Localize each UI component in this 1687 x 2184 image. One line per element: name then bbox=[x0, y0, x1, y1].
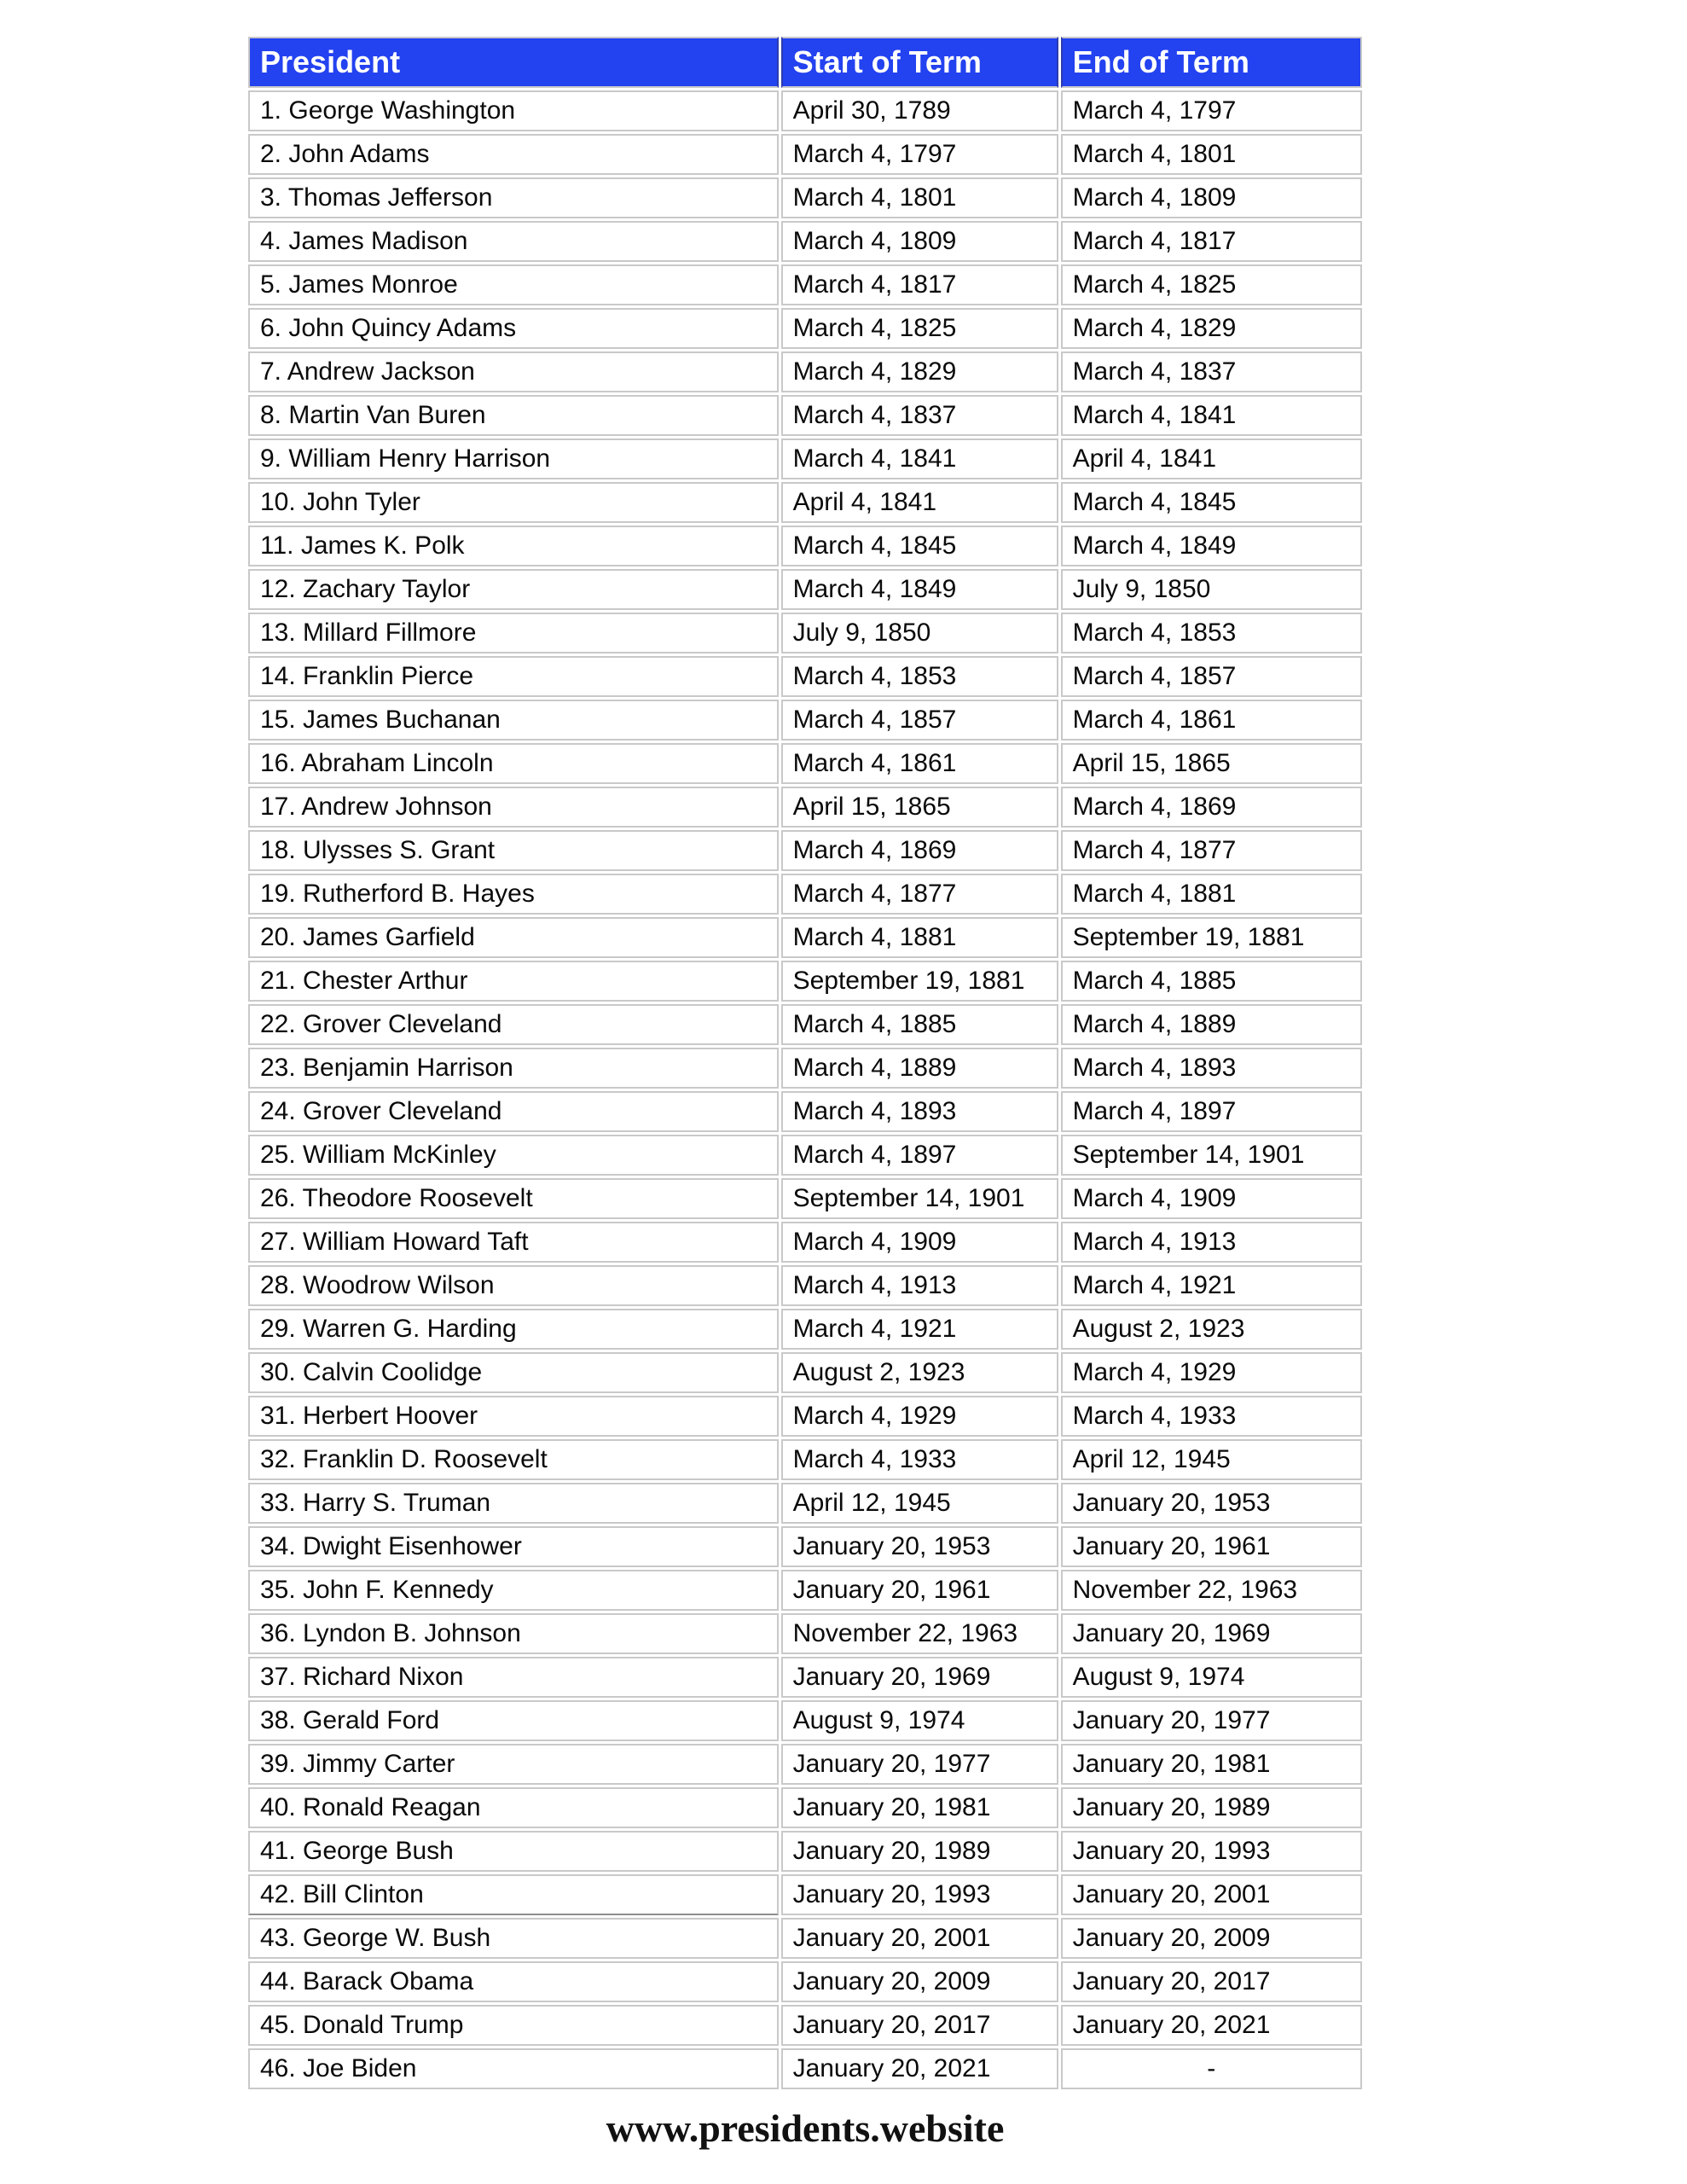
start-of-term-cell: January 20, 1961 bbox=[781, 1570, 1058, 1611]
president-cell: 43. George W. Bush bbox=[248, 1918, 779, 1959]
end-of-term-cell: March 4, 1869 bbox=[1061, 787, 1362, 828]
table-row bbox=[248, 700, 1362, 741]
start-of-term-cell: January 20, 1981 bbox=[781, 1787, 1058, 1828]
table-row bbox=[248, 1265, 1362, 1306]
start-of-term-cell: March 4, 1869 bbox=[781, 830, 1058, 871]
table-row bbox=[248, 1918, 1362, 1959]
start-of-term-cell: March 4, 1861 bbox=[781, 743, 1058, 784]
table-row bbox=[248, 1526, 1362, 1567]
end-of-term-cell: January 20, 1989 bbox=[1061, 1787, 1362, 1828]
table-row bbox=[248, 613, 1362, 653]
end-of-term-cell: November 22, 1963 bbox=[1061, 1570, 1362, 1611]
table-row bbox=[248, 1178, 1362, 1219]
president-cell: 6. John Quincy Adams bbox=[248, 308, 779, 349]
table-row bbox=[248, 439, 1362, 479]
end-of-term-cell: January 20, 2021 bbox=[1061, 2005, 1362, 2046]
start-of-term-cell: January 20, 2021 bbox=[781, 2048, 1058, 2089]
table-row bbox=[248, 2048, 1362, 2089]
president-cell: 30. Calvin Coolidge bbox=[248, 1352, 779, 1393]
table-row bbox=[248, 1657, 1362, 1698]
end-of-term-cell: March 4, 1921 bbox=[1061, 1265, 1362, 1306]
president-cell: 20. James Garfield bbox=[248, 917, 779, 958]
table-row bbox=[248, 90, 1362, 131]
table-row bbox=[248, 961, 1362, 1002]
start-of-term-cell: March 4, 1881 bbox=[781, 917, 1058, 958]
president-cell: 1. George Washington bbox=[248, 90, 779, 131]
table-row bbox=[248, 1961, 1362, 2002]
president-cell: 3. Thomas Jefferson bbox=[248, 177, 779, 218]
end-of-term-cell: April 15, 1865 bbox=[1061, 743, 1362, 784]
president-cell: 45. Donald Trump bbox=[248, 2005, 779, 2046]
president-cell: 35. John F. Kennedy bbox=[248, 1570, 779, 1611]
table-row bbox=[248, 1048, 1362, 1089]
table-row bbox=[248, 1135, 1362, 1176]
table-row bbox=[248, 134, 1362, 175]
start-of-term-cell: April 15, 1865 bbox=[781, 787, 1058, 828]
end-of-term-cell: April 12, 1945 bbox=[1061, 1439, 1362, 1480]
end-of-term-cell: March 4, 1861 bbox=[1061, 700, 1362, 741]
end-of-term-cell: January 20, 1961 bbox=[1061, 1526, 1362, 1567]
start-of-term-cell: March 4, 1797 bbox=[781, 134, 1058, 175]
end-of-term-cell: March 4, 1817 bbox=[1061, 221, 1362, 262]
president-cell: 25. William McKinley bbox=[248, 1135, 779, 1176]
president-cell: 28. Woodrow Wilson bbox=[248, 1265, 779, 1306]
end-of-term-cell: March 4, 1801 bbox=[1061, 134, 1362, 175]
table-row bbox=[248, 1004, 1362, 1045]
column-header-president: President bbox=[248, 37, 779, 88]
table-row bbox=[248, 1091, 1362, 1132]
table-row bbox=[248, 1483, 1362, 1524]
end-of-term-cell: March 4, 1841 bbox=[1061, 395, 1362, 436]
president-cell: 8. Martin Van Buren bbox=[248, 395, 779, 436]
start-of-term-cell: August 2, 1923 bbox=[781, 1352, 1058, 1393]
start-of-term-cell: March 4, 1897 bbox=[781, 1135, 1058, 1176]
end-of-term-cell: March 4, 1853 bbox=[1061, 613, 1362, 653]
president-cell: 27. William Howard Taft bbox=[248, 1222, 779, 1263]
end-of-term-cell: March 4, 1809 bbox=[1061, 177, 1362, 218]
presidents-table-container bbox=[246, 34, 1365, 2092]
president-cell: 31. Herbert Hoover bbox=[248, 1396, 779, 1437]
end-of-term-cell: March 4, 1877 bbox=[1061, 830, 1362, 871]
start-of-term-cell: March 4, 1841 bbox=[781, 439, 1058, 479]
end-of-term-cell: March 4, 1845 bbox=[1061, 482, 1362, 523]
start-of-term-cell: March 4, 1933 bbox=[781, 1439, 1058, 1480]
president-cell: 22. Grover Cleveland bbox=[248, 1004, 779, 1045]
site-url-text: www.presidents.website bbox=[606, 2106, 1005, 2150]
table-row bbox=[248, 743, 1362, 784]
president-cell: 44. Barack Obama bbox=[248, 1961, 779, 2002]
table-row bbox=[248, 569, 1362, 610]
start-of-term-cell: March 4, 1849 bbox=[781, 569, 1058, 610]
president-cell: 26. Theodore Roosevelt bbox=[248, 1178, 779, 1219]
president-cell: 12. Zachary Taylor bbox=[248, 569, 779, 610]
table-row bbox=[248, 1874, 1362, 1915]
end-of-term-cell: March 4, 1857 bbox=[1061, 656, 1362, 697]
table-row bbox=[248, 1831, 1362, 1872]
presidents-table bbox=[246, 34, 1365, 2092]
column-header-end-of-term: End of Term bbox=[1061, 37, 1362, 88]
start-of-term-cell: March 4, 1801 bbox=[781, 177, 1058, 218]
start-of-term-cell: January 20, 1953 bbox=[781, 1526, 1058, 1567]
president-cell: 16. Abraham Lincoln bbox=[248, 743, 779, 784]
table-row bbox=[248, 177, 1362, 218]
table-row bbox=[248, 395, 1362, 436]
president-cell: 11. James K. Polk bbox=[248, 526, 779, 566]
start-of-term-cell: March 4, 1909 bbox=[781, 1222, 1058, 1263]
president-cell: 10. John Tyler bbox=[248, 482, 779, 523]
end-of-term-cell: March 4, 1909 bbox=[1061, 1178, 1362, 1219]
president-cell: 13. Millard Fillmore bbox=[248, 613, 779, 653]
table-row bbox=[248, 482, 1362, 523]
end-of-term-cell: September 19, 1881 bbox=[1061, 917, 1362, 958]
end-of-term-cell: March 4, 1929 bbox=[1061, 1352, 1362, 1393]
president-cell: 29. Warren G. Harding bbox=[248, 1309, 779, 1350]
end-of-term-cell: March 4, 1913 bbox=[1061, 1222, 1362, 1263]
president-cell: 46. Joe Biden bbox=[248, 2048, 779, 2089]
president-cell: 41. George Bush bbox=[248, 1831, 779, 1872]
president-cell: 37. Richard Nixon bbox=[248, 1657, 779, 1698]
table-row bbox=[248, 1439, 1362, 1480]
start-of-term-cell: March 4, 1817 bbox=[781, 264, 1058, 305]
end-of-term-cell: January 20, 2001 bbox=[1061, 1874, 1362, 1915]
end-of-term-cell: July 9, 1850 bbox=[1061, 569, 1362, 610]
start-of-term-cell: March 4, 1825 bbox=[781, 308, 1058, 349]
table-row bbox=[248, 1700, 1362, 1741]
end-of-term-cell: March 4, 1897 bbox=[1061, 1091, 1362, 1132]
president-cell: 4. James Madison bbox=[248, 221, 779, 262]
president-cell: 40. Ronald Reagan bbox=[248, 1787, 779, 1828]
start-of-term-cell: March 4, 1889 bbox=[781, 1048, 1058, 1089]
start-of-term-cell: March 4, 1893 bbox=[781, 1091, 1058, 1132]
start-of-term-cell: March 4, 1913 bbox=[781, 1265, 1058, 1306]
table-row bbox=[248, 1570, 1362, 1611]
table-row bbox=[248, 1352, 1362, 1393]
president-cell: 2. John Adams bbox=[248, 134, 779, 175]
table-row bbox=[248, 1613, 1362, 1654]
start-of-term-cell: January 20, 1977 bbox=[781, 1744, 1058, 1785]
end-of-term-cell: August 2, 1923 bbox=[1061, 1309, 1362, 1350]
start-of-term-cell: March 4, 1857 bbox=[781, 700, 1058, 741]
start-of-term-cell: July 9, 1850 bbox=[781, 613, 1058, 653]
table-row bbox=[248, 1222, 1362, 1263]
start-of-term-cell: March 4, 1809 bbox=[781, 221, 1058, 262]
start-of-term-cell: September 19, 1881 bbox=[781, 961, 1058, 1002]
end-of-term-cell: March 4, 1825 bbox=[1061, 264, 1362, 305]
start-of-term-cell: March 4, 1885 bbox=[781, 1004, 1058, 1045]
end-of-term-cell: September 14, 1901 bbox=[1061, 1135, 1362, 1176]
start-of-term-cell: January 20, 2009 bbox=[781, 1961, 1058, 2002]
end-of-term-cell: April 4, 1841 bbox=[1061, 439, 1362, 479]
president-cell: 18. Ulysses S. Grant bbox=[248, 830, 779, 871]
table-row bbox=[248, 874, 1362, 915]
end-of-term-cell: January 20, 1953 bbox=[1061, 1483, 1362, 1524]
president-cell: 39. Jimmy Carter bbox=[248, 1744, 779, 1785]
start-of-term-cell: November 22, 1963 bbox=[781, 1613, 1058, 1654]
start-of-term-cell: March 4, 1853 bbox=[781, 656, 1058, 697]
end-of-term-cell: March 4, 1933 bbox=[1061, 1396, 1362, 1437]
president-cell: 5. James Monroe bbox=[248, 264, 779, 305]
table-row bbox=[248, 917, 1362, 958]
end-of-term-cell: March 4, 1893 bbox=[1061, 1048, 1362, 1089]
table-row bbox=[248, 1787, 1362, 1828]
table-header bbox=[248, 37, 1362, 88]
end-of-term-cell: - bbox=[1061, 2048, 1362, 2089]
president-cell: 15. James Buchanan bbox=[248, 700, 779, 741]
president-cell: 34. Dwight Eisenhower bbox=[248, 1526, 779, 1567]
table-row bbox=[248, 308, 1362, 349]
president-cell: 23. Benjamin Harrison bbox=[248, 1048, 779, 1089]
president-cell: 7. Andrew Jackson bbox=[248, 351, 779, 392]
end-of-term-cell: August 9, 1974 bbox=[1061, 1657, 1362, 1698]
end-of-term-cell: March 4, 1881 bbox=[1061, 874, 1362, 915]
end-of-term-cell: March 4, 1797 bbox=[1061, 90, 1362, 131]
start-of-term-cell: January 20, 2001 bbox=[781, 1918, 1058, 1959]
start-of-term-cell: March 4, 1837 bbox=[781, 395, 1058, 436]
start-of-term-cell: March 4, 1877 bbox=[781, 874, 1058, 915]
start-of-term-cell: April 30, 1789 bbox=[781, 90, 1058, 131]
president-cell: 9. William Henry Harrison bbox=[248, 439, 779, 479]
table-row bbox=[248, 656, 1362, 697]
end-of-term-cell: January 20, 2017 bbox=[1061, 1961, 1362, 2002]
president-cell: 32. Franklin D. Roosevelt bbox=[248, 1439, 779, 1480]
table-row bbox=[248, 787, 1362, 828]
end-of-term-cell: January 20, 1993 bbox=[1061, 1831, 1362, 1872]
table-row bbox=[248, 830, 1362, 871]
presidents-table-body bbox=[248, 90, 1362, 2089]
start-of-term-cell: March 4, 1921 bbox=[781, 1309, 1058, 1350]
end-of-term-cell: March 4, 1889 bbox=[1061, 1004, 1362, 1045]
table-row bbox=[248, 1396, 1362, 1437]
start-of-term-cell: September 14, 1901 bbox=[781, 1178, 1058, 1219]
table-row bbox=[248, 2005, 1362, 2046]
table-row bbox=[248, 351, 1362, 392]
start-of-term-cell: April 4, 1841 bbox=[781, 482, 1058, 523]
end-of-term-cell: January 20, 2009 bbox=[1061, 1918, 1362, 1959]
president-cell: 19. Rutherford B. Hayes bbox=[248, 874, 779, 915]
start-of-term-cell: January 20, 2017 bbox=[781, 2005, 1058, 2046]
table-row bbox=[248, 221, 1362, 262]
president-cell: 14. Franklin Pierce bbox=[248, 656, 779, 697]
president-cell: 38. Gerald Ford bbox=[248, 1700, 779, 1741]
table-row bbox=[248, 1309, 1362, 1350]
end-of-term-cell: March 4, 1849 bbox=[1061, 526, 1362, 566]
end-of-term-cell: January 20, 1977 bbox=[1061, 1700, 1362, 1741]
start-of-term-cell: April 12, 1945 bbox=[781, 1483, 1058, 1524]
start-of-term-cell: January 20, 1989 bbox=[781, 1831, 1058, 1872]
header-row bbox=[248, 37, 1362, 88]
end-of-term-cell: March 4, 1837 bbox=[1061, 351, 1362, 392]
table-row bbox=[248, 1744, 1362, 1785]
start-of-term-cell: March 4, 1929 bbox=[781, 1396, 1058, 1437]
column-header-start-of-term: Start of Term bbox=[781, 37, 1058, 88]
start-of-term-cell: March 4, 1829 bbox=[781, 351, 1058, 392]
table-row bbox=[248, 526, 1362, 566]
end-of-term-cell: March 4, 1885 bbox=[1061, 961, 1362, 1002]
president-cell: 17. Andrew Johnson bbox=[248, 787, 779, 828]
president-cell: 33. Harry S. Truman bbox=[248, 1483, 779, 1524]
end-of-term-cell: January 20, 1969 bbox=[1061, 1613, 1362, 1654]
start-of-term-cell: August 9, 1974 bbox=[781, 1700, 1058, 1741]
start-of-term-cell: January 20, 1969 bbox=[781, 1657, 1058, 1698]
start-of-term-cell: January 20, 1993 bbox=[781, 1874, 1058, 1915]
start-of-term-cell: March 4, 1845 bbox=[781, 526, 1058, 566]
president-cell: 42. Bill Clinton bbox=[248, 1874, 779, 1915]
end-of-term-cell: January 20, 1981 bbox=[1061, 1744, 1362, 1785]
president-cell: 36. Lyndon B. Johnson bbox=[248, 1613, 779, 1654]
president-cell: 24. Grover Cleveland bbox=[248, 1091, 779, 1132]
president-cell: 21. Chester Arthur bbox=[248, 961, 779, 1002]
end-of-term-cell: March 4, 1829 bbox=[1061, 308, 1362, 349]
table-row bbox=[248, 264, 1362, 305]
